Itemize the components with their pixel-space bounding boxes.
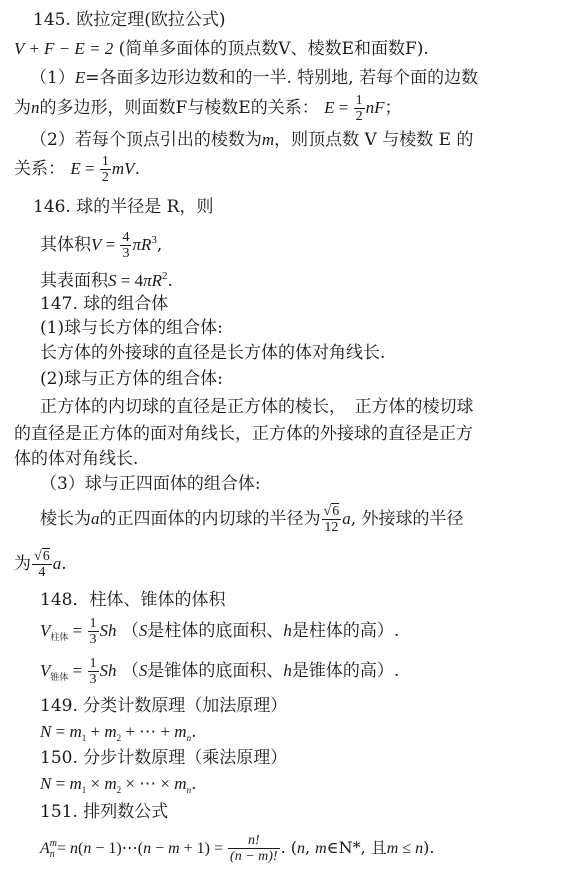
math-expr: = 4 <box>116 271 144 290</box>
punct: . <box>61 554 67 574</box>
math-a: a <box>342 509 351 528</box>
math-expr: + <box>86 722 105 741</box>
punct: ； <box>384 98 402 118</box>
body-text: 是锥体的底面积、 <box>147 661 284 681</box>
euler-p2-line2 <box>14 152 140 186</box>
math-a: a <box>91 509 100 528</box>
section-149-title <box>40 696 287 716</box>
body-text: ). <box>423 838 435 857</box>
subheading: (1)球与长方体的组合体: <box>40 318 223 338</box>
body-text: 的正四面体的内切球的半径为 <box>99 509 321 529</box>
math-expr: = <box>334 98 353 117</box>
euler-p1-text: =各面多边形边数和的一半. 特别地, 若每个面的边数 <box>85 68 479 88</box>
punct: . <box>167 271 173 291</box>
frac-den: (n − m)! <box>230 849 278 864</box>
math-expr: m <box>69 774 82 793</box>
exponent: 2 <box>162 270 168 282</box>
fraction-third <box>88 616 99 647</box>
math-m: m <box>261 130 275 149</box>
math-expr: ( <box>78 840 84 857</box>
superscript: m <box>49 837 58 849</box>
subscript: 2 <box>116 733 122 743</box>
math-expr: = <box>51 774 70 793</box>
title-text: 146. 球的半径是 R，则 <box>33 197 214 217</box>
title-text: 145. 欧拉定理(欧拉公式) <box>33 10 226 30</box>
body-text: 为 <box>14 554 31 574</box>
math-expr: = <box>101 235 120 254</box>
frac-den: 2 <box>101 170 109 185</box>
euler-formula-note: (简单多面体的顶点数V、棱数E和面数F). <box>118 39 429 59</box>
math-expr: × <box>86 774 105 793</box>
subheading: （3）球与正四面体的组合体: <box>40 474 261 494</box>
math-expr: V <box>40 661 51 680</box>
euler-p2-text: 关系： <box>14 159 65 179</box>
fraction-circumradius <box>32 549 52 580</box>
math-expr: Sh <box>99 621 117 640</box>
body-text: , 外接球的半径 <box>350 509 464 529</box>
math-expr: n <box>415 840 424 857</box>
math-expr: n <box>83 840 92 857</box>
math-expr: − <box>151 840 169 857</box>
frac-num: √6 <box>34 549 50 564</box>
euler-p2-text: ，则顶点数 V 与棱数 E 的 <box>274 130 474 150</box>
punct: , <box>305 838 316 857</box>
s147-sub2-line1 <box>40 397 474 417</box>
math-expr: N <box>40 722 52 741</box>
math-S: S <box>138 661 148 680</box>
title-text: 147. 球的组合体 <box>40 294 169 314</box>
body-text: （ <box>121 621 139 641</box>
item-number: （1） <box>30 68 75 88</box>
euler-formula: V + F − E = 2 <box>14 39 114 58</box>
frac-den: 3 <box>89 632 97 647</box>
body-text: 棱长为 <box>40 509 91 529</box>
area-label: 其表面积 <box>40 271 108 291</box>
subheading: (2)球与正方体的组合体: <box>40 369 223 389</box>
math-expr: m <box>104 774 117 793</box>
euler-formula-line <box>14 39 429 59</box>
title-text: 150. 分步计数原理（乘法原理） <box>40 748 288 768</box>
body-text: 正方体的内切球的直径是正方体的棱长， 正方体的棱切球 <box>40 397 474 417</box>
math-n: n <box>31 98 40 117</box>
math-expr: S <box>108 271 117 290</box>
body-text: 长方体的外接球的直径是长方体的体对角线长. <box>40 343 386 363</box>
math-h: h <box>283 621 292 640</box>
sphere-volume-line <box>40 220 162 265</box>
math-expr: nF <box>365 98 385 117</box>
math-expr: m <box>174 774 187 793</box>
math-expr: m <box>168 840 180 857</box>
math-m: m <box>315 840 327 857</box>
sub-sup <box>50 838 57 860</box>
section-145-title <box>33 10 226 30</box>
math-expr: Sh <box>99 661 117 680</box>
math-expr: m <box>174 722 187 741</box>
math-expr: m <box>104 722 117 741</box>
sphere-area-line <box>40 266 173 291</box>
s147-sub1 <box>40 318 223 338</box>
subscript: n <box>49 848 55 860</box>
euler-p1-line2 <box>14 92 402 124</box>
math-expr: mV <box>111 159 135 178</box>
s147-sub1-text <box>40 343 385 363</box>
volume-label: 其体积 <box>40 235 91 255</box>
s147-sub2 <box>40 369 223 389</box>
math-expr: n <box>70 840 79 857</box>
frac-den: 4 <box>32 564 52 580</box>
punct: . <box>134 159 140 179</box>
euler-p2-line1 <box>30 130 473 150</box>
section-148-title <box>40 590 225 610</box>
title-text: 151. 排列数公式 <box>40 802 169 822</box>
body-text: . ( <box>280 838 297 857</box>
body-text: 是柱体的底面积、 <box>147 621 284 641</box>
math-expr: N <box>40 774 52 793</box>
permutation-formula <box>40 826 434 871</box>
frac-den: 3 <box>122 246 130 261</box>
frac-num: 1 <box>89 656 97 671</box>
frac-num: 1 <box>101 154 109 169</box>
body-text: ∈N*, 且 <box>326 838 387 857</box>
math-expr: + ⋯ + <box>121 722 175 741</box>
punct: . <box>191 774 197 794</box>
math-expr: E <box>70 159 81 178</box>
body-text: （ <box>121 661 139 681</box>
section-146-title <box>33 197 213 217</box>
math-expr: = <box>80 159 99 178</box>
frac-num: √6 <box>323 504 340 519</box>
math-expr: + 1) = <box>179 840 228 857</box>
frac-num: 1 <box>89 616 97 631</box>
frac-num: n! <box>247 833 260 848</box>
math-expr: πR <box>143 271 162 290</box>
tetrahedron-line2 <box>14 544 67 584</box>
s147-sub2-line3 <box>14 449 138 469</box>
math-expr: = <box>68 621 87 640</box>
subscript: 柱体 <box>50 633 69 643</box>
math-expr: E <box>324 98 335 117</box>
body-text: 是锥体的高）. <box>291 661 400 681</box>
s147-sub3 <box>40 474 261 494</box>
math-S: S <box>138 621 148 640</box>
subscript: 锥体 <box>50 673 69 683</box>
subscript: n <box>186 785 192 795</box>
fraction-half <box>354 93 365 124</box>
math-expr: = <box>57 840 71 857</box>
fraction-half <box>100 154 111 185</box>
tetrahedron-line1 <box>40 498 464 540</box>
math-expr: m <box>386 840 399 857</box>
math-expr: A <box>40 840 50 857</box>
math-a: a <box>52 554 62 573</box>
frac-den: 2 <box>355 109 363 124</box>
math-h: h <box>283 661 292 680</box>
euler-p2-text: （2）若每个顶点引出的棱数为 <box>30 130 262 150</box>
punct: , <box>156 235 163 255</box>
frac-den: 3 <box>89 672 97 687</box>
subscript: n <box>186 733 192 743</box>
fraction-permutation <box>228 833 280 864</box>
math-n: n <box>297 840 305 857</box>
body-text: 是柱体的高）. <box>291 621 400 641</box>
s147-sub2-line2 <box>14 424 473 444</box>
math-expr: V <box>40 621 51 640</box>
math-expr: × ⋯ × <box>121 774 175 793</box>
math-expr: n <box>143 840 152 857</box>
addition-principle-formula <box>40 722 196 748</box>
euler-p1-line1 <box>30 68 478 88</box>
math-expr: m <box>69 722 82 741</box>
body-text: 的直径是正方体的面对角线长，正方体的外接球的直径是正方 <box>14 424 473 444</box>
section-147-title <box>40 294 168 314</box>
math-expr: = <box>68 661 87 680</box>
euler-p1-text: 的多边形，则面数F与棱数E的关系： <box>39 98 319 118</box>
math-expr: πR <box>132 235 152 254</box>
pillar-volume-line <box>40 612 399 657</box>
body-text: 体的体对角线长. <box>14 449 139 469</box>
math-expr: = <box>51 722 70 741</box>
punct: . <box>191 722 197 742</box>
subscript: 1 <box>81 785 87 795</box>
exponent: 3 <box>151 234 157 246</box>
multiplication-principle-formula <box>40 774 196 800</box>
frac-num: 1 <box>355 93 363 108</box>
math-E: E <box>74 68 86 87</box>
math-expr: − 1)⋯( <box>91 840 144 857</box>
math-expr: V <box>91 235 102 254</box>
subscript: 1 <box>81 733 87 743</box>
section-150-title <box>40 748 287 768</box>
section-151-title <box>40 802 168 822</box>
fraction-third <box>88 656 99 687</box>
fraction-four-thirds <box>120 230 131 261</box>
cone-volume-line <box>40 652 399 697</box>
math-expr: ≤ <box>398 840 416 857</box>
title-text: 149. 分类计数原理（加法原理） <box>40 696 288 716</box>
frac-den: 12 <box>322 519 342 535</box>
fraction-inradius <box>322 504 342 535</box>
title-text: 148．柱体、锥体的体积 <box>40 590 226 610</box>
frac-num: 4 <box>122 230 130 245</box>
euler-p1-text: 为 <box>14 98 31 118</box>
subscript: 2 <box>116 785 122 795</box>
